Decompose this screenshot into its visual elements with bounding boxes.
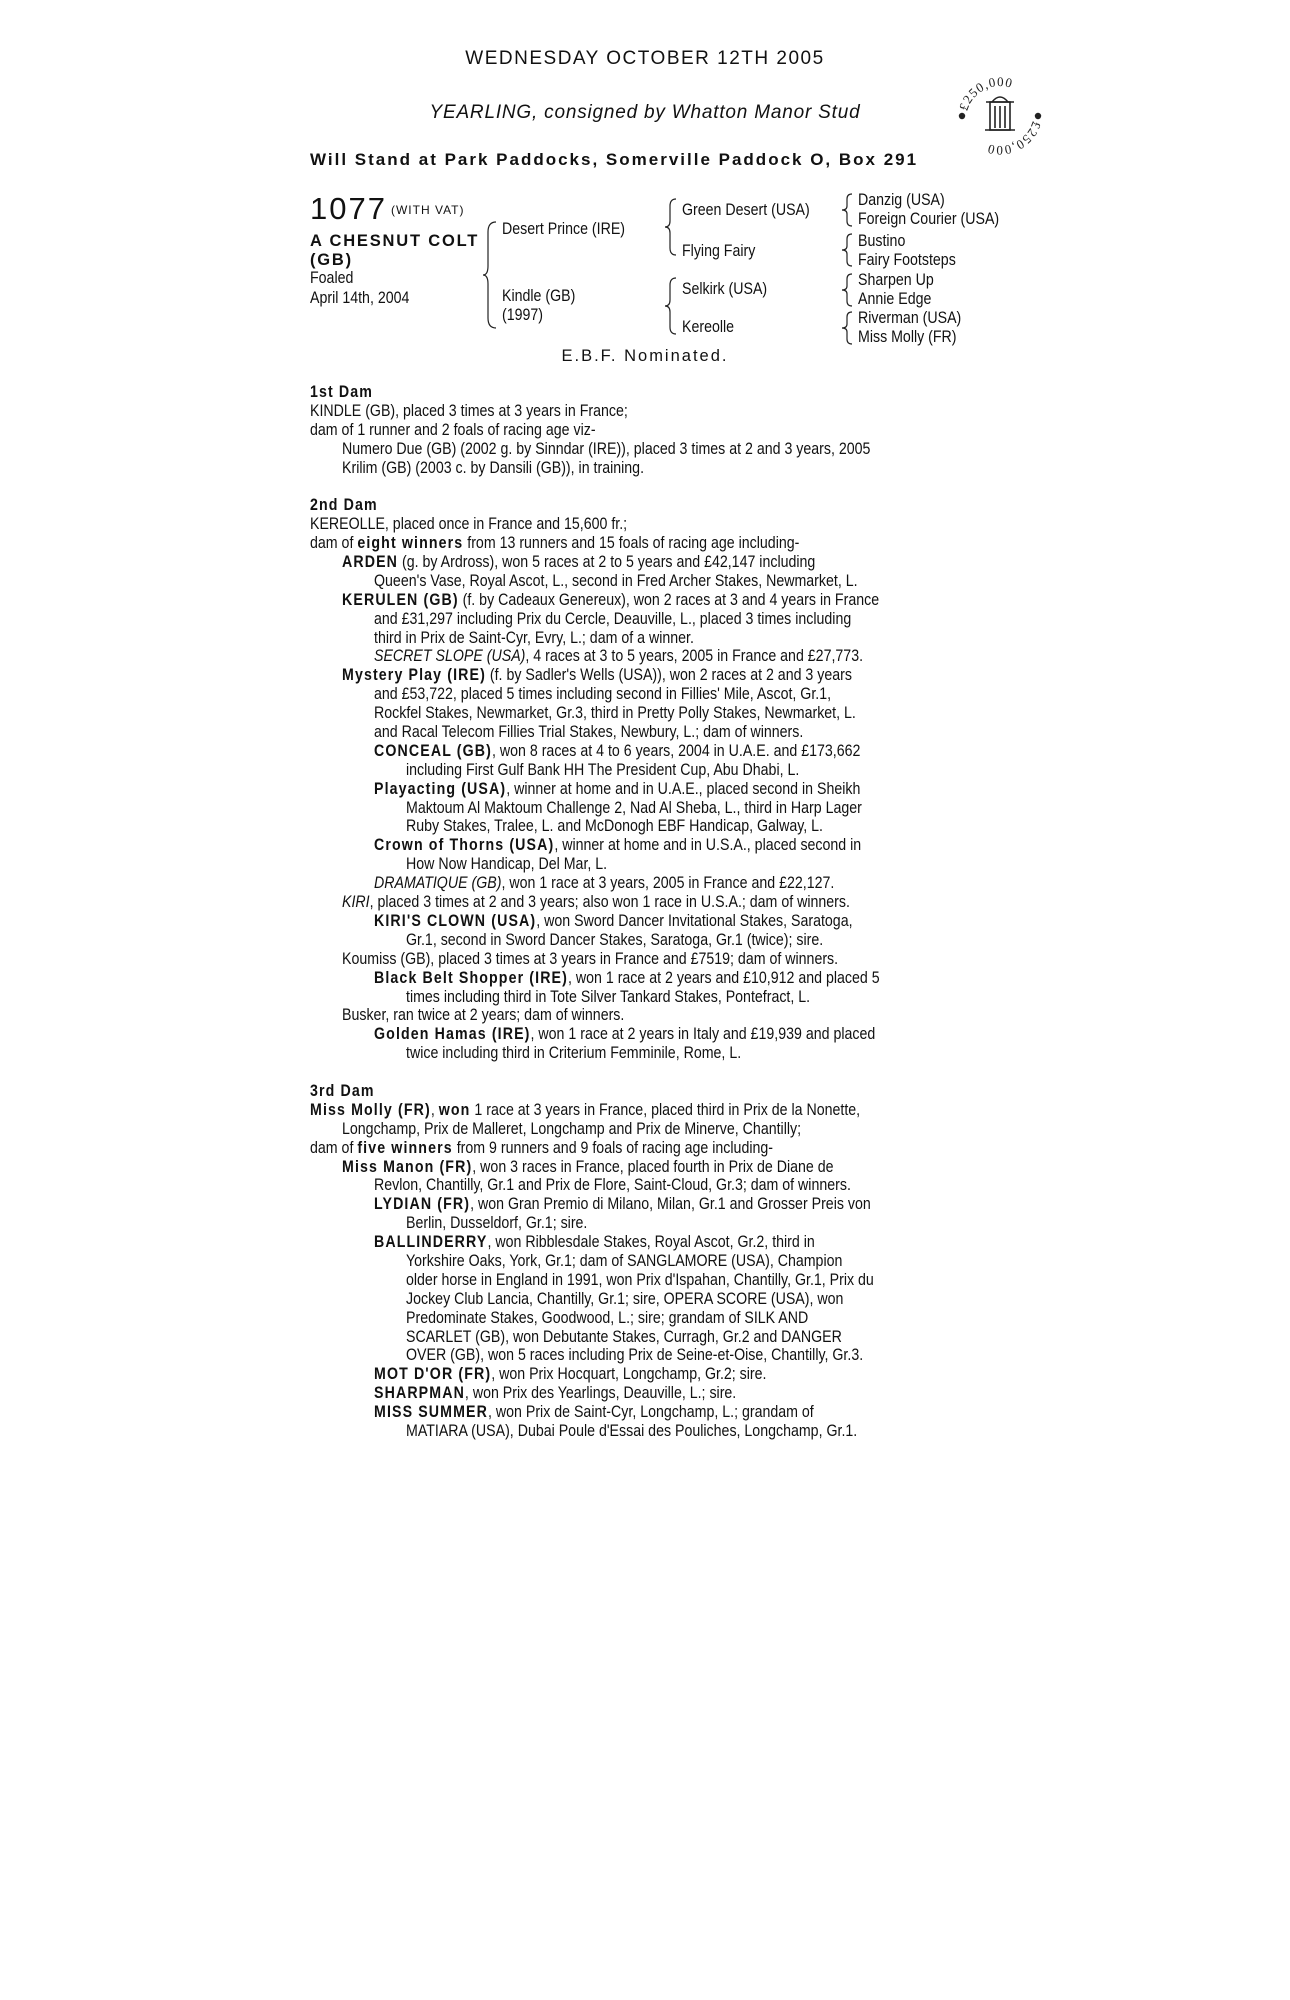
progeny-entry-cont: times including third in Tote Silver Tankard Stakes, Pontefract, L. [406, 987, 811, 1006]
progeny-entry-cont: Yorkshire Oaks, York, Gr.1; dam of SANGLAMORE (USA), Champion [406, 1251, 843, 1270]
progeny-entry-cont: Rockfel Stakes, Newmarket, Gr.3, third in Pretty Polly Stakes, Newmarket, L. [374, 704, 856, 723]
progeny-entry-cont: and Racal Telecom Fillies Trial Stakes, Newbury, L.; dam of winners. [374, 723, 804, 742]
pedigree-g3-2: Foreign Courier (USA) [858, 210, 1000, 228]
third-dam-line: Longchamp, Prix de Malleret, Longchamp and Prix de Minerve, Chantilly; [342, 1119, 802, 1138]
progeny-entry: CONCEAL (GB), won 8 races at 4 to 6 years, 2004 in U.A.E. and £173,662 [374, 741, 861, 760]
pedigree-dam-dam: Kereolle [682, 318, 735, 336]
vat-note: (WITH VAT) [390, 203, 465, 217]
progeny-entry: SHARPMAN, won Prix des Yearlings, Deauville, L.; sire. [374, 1384, 737, 1403]
pedigree-brace-g3 [840, 272, 854, 308]
progeny-entry: ARDEN (g. by Ardross), won 5 races at 2 to 5 years and £42,147 including [342, 553, 816, 572]
second-dam-heading: 2nd Dam [310, 496, 378, 515]
pedigree-dam: Kindle (GB) [502, 287, 576, 305]
pedigree-g3-8: Miss Molly (FR) [858, 328, 957, 346]
progeny-entry: MISS SUMMER, won Prix de Saint-Cyr, Longchamp, L.; grandam of [374, 1403, 814, 1422]
progeny-entry: Koumiss (GB), placed 3 times at 3 years in France and £7519; dam of winners. [342, 949, 839, 968]
progeny-entry: BALLINDERRY, won Ribblesdale Stakes, Royal Ascot, Gr.2, third in [374, 1233, 815, 1252]
pedigree-brace-main [482, 220, 498, 330]
progeny-entry: LYDIAN (FR), won Gran Premio di Milano, Milan, Gr.1 and Grosser Preis von [374, 1195, 871, 1214]
second-dam-line: KEREOLLE, placed once in France and 15,600 fr.; [310, 515, 628, 534]
progeny-entry-cont: older horse in England in 1991, won Prix d'Ispahan, Chantilly, Gr.1, Prix du [406, 1270, 874, 1289]
svg-text:£250,000: £250,000 [955, 73, 1015, 113]
pedigree-dam-sire: Selkirk (USA) [682, 280, 768, 298]
progeny-entry-cont: and £31,297 including Prix du Cercle, Deauville, L., placed 3 times including [374, 609, 852, 628]
progeny-entry: DRAMATIQUE (GB), won 1 race at 3 years, 2005 in France and £22,127. [374, 874, 835, 893]
progeny-entry-cont: twice including third in Criterium Femminile, Rome, L. [406, 1044, 742, 1063]
pedigree-sire-dam: Flying Fairy [682, 242, 756, 260]
pedigree-dam-year: (1997) [502, 306, 544, 324]
progeny-entry: KIRI'S CLOWN (USA), won Sword Dancer Invitational Stakes, Saratoga, [374, 911, 853, 930]
progeny-entry: KERULEN (GB) (f. by Cadeaux Genereux), won 2 races at 3 and 4 years in France [342, 590, 880, 609]
pedigree-g3-1: Danzig (USA) [858, 191, 945, 209]
pedigree-brace-g4 [840, 310, 854, 346]
progeny-entry: Crown of Thorns (USA), winner at home and in U.S.A., placed second in [374, 836, 862, 855]
progeny-entry: Mystery Play (IRE) (f. by Sadler's Wells (USA)), won 2 races at 2 and 3 years [342, 666, 852, 685]
pedigree-brace-sire [664, 197, 678, 257]
pedigree-g3-7: Riverman (USA) [858, 309, 962, 327]
lot-description-country: (GB) [310, 251, 353, 269]
location-line: Will Stand at Park Paddocks, Somerville Paddock O, Box 291 [310, 150, 919, 169]
progeny-entry-cont: Queen's Vase, Royal Ascot, L., second in Fred Archer Stakes, Newmarket, L. [374, 571, 858, 590]
first-dam-line: Krilim (GB) (2003 c. by Dansili (GB)), in training. [342, 458, 645, 477]
pedigree-g3-3: Bustino [858, 232, 906, 250]
progeny-entry-cont: MATIARA (USA), Dubai Poule d'Essai des Pouliches, Longchamp, Gr.1. [406, 1421, 858, 1440]
pedigree-brace-g1 [840, 192, 854, 228]
first-dam-line: KINDLE (GB), placed 3 times at 3 years in France; [310, 401, 628, 420]
second-dam-line: dam of eight winners from 13 runners and 15 foals of racing age including- [310, 534, 800, 553]
svg-text:£250,000: £250,000 [985, 119, 1045, 159]
ebf-nominated: E.B.F. Nominated. [561, 347, 729, 365]
progeny-entry: KIRI, placed 3 times at 2 and 3 years; also won 1 race in U.S.A.; dam of winners. [342, 893, 850, 912]
progeny-entry-cont: third in Prix de Saint-Cyr, Evry, L.; dam of a winner. [374, 628, 694, 647]
pedigree-brace-dam [664, 276, 678, 336]
pedigree-sire-sire: Green Desert (USA) [682, 201, 810, 219]
progeny-entry: Busker, ran twice at 2 years; dam of winners. [342, 1006, 625, 1025]
progeny-entry-cont: Revlon, Chantilly, Gr.1 and Prix de Flore, Saint-Cloud, Gr.3; dam of winners. [374, 1176, 851, 1195]
lot-number [310, 191, 465, 227]
progeny-entry-cont: Gr.1, second in Sword Dancer Stakes, Saratoga, Gr.1 (twice); sire. [406, 930, 824, 949]
progeny-entry-cont: SCARLET (GB), won Debutante Stakes, Curragh, Gr.2 and DANGER [406, 1327, 842, 1346]
progeny-entry-cont: Berlin, Dusseldorf, Gr.1; sire. [406, 1214, 588, 1233]
first-dam-line: Numero Due (GB) (2002 g. by Sinndar (IRE)), placed 3 times at 2 and 3 years, 2005 [342, 439, 871, 458]
third-dam-line: dam of five winners from 9 runners and 9 foals of racing age including- [310, 1138, 774, 1157]
pedigree-notes [310, 383, 1030, 1441]
pedigree-g3-6: Annie Edge [858, 290, 932, 308]
consignor-line: YEARLING, consigned by Whatton Manor Stud [429, 102, 861, 123]
progeny-entry-cont: including First Gulf Bank HH The President Cup, Abu Dhabi, L. [406, 760, 800, 779]
progeny-entry-cont: OVER (GB), won 5 races including Prix de Seine-et-Oise, Chantilly, Gr.3. [406, 1346, 864, 1365]
price-seal-logo [952, 68, 1048, 164]
third-dam-line: Miss Molly (FR), won 1 race at 3 years in France, placed third in Prix de la Nonette, [310, 1100, 861, 1119]
progeny-entry: Miss Manon (FR), won 3 races in France, placed fourth in Prix de Diane de [342, 1157, 834, 1176]
progeny-entry: Golden Hamas (IRE), won 1 race at 2 years in Italy and £19,939 and placed [374, 1025, 876, 1044]
lot-description: A CHESNUT COLT [310, 232, 480, 250]
first-dam-line: dam of 1 runner and 2 foals of racing age viz- [310, 420, 596, 439]
lot-number-value: 1077 [310, 191, 387, 226]
sale-date: WEDNESDAY OCTOBER 12TH 2005 [465, 48, 825, 69]
third-dam-heading: 3rd Dam [310, 1081, 375, 1100]
progeny-entry-cont: Ruby Stakes, Tralee, L. and McDonogh EBF Handicap, Galway, L. [406, 817, 823, 836]
progeny-entry-cont: and £53,722, placed 5 times including second in Fillies' Mile, Ascot, Gr.1, [374, 685, 832, 704]
pedigree-sire: Desert Prince (IRE) [502, 220, 626, 238]
pedigree-g3-4: Fairy Footsteps [858, 251, 956, 269]
progeny-entry-cont: Predominate Stakes, Goodwood, L.; sire; grandam of SILK AND [406, 1308, 809, 1327]
pedigree-brace-g2 [840, 232, 854, 268]
progeny-entry: Playacting (USA), winner at home and in U.A.E., placed second in Sheikh [374, 779, 861, 798]
progeny-entry-cont: Maktoum Al Maktoum Challenge 2, Nad Al Sheba, L., third in Harp Lager [406, 798, 862, 817]
pedigree-g3-5: Sharpen Up [858, 271, 934, 289]
foaled-date: April 14th, 2004 [310, 289, 410, 307]
progeny-entry-cont: How Now Handicap, Del Mar, L. [406, 855, 608, 874]
progeny-entry: MOT D'OR (FR), won Prix Hocquart, Longchamp, Gr.2; sire. [374, 1365, 767, 1384]
progeny-entry: SECRET SLOPE (USA), 4 races at 3 to 5 years, 2005 in France and £27,773. [374, 647, 864, 666]
progeny-entry: Black Belt Shopper (IRE), won 1 race at 2 years and £10,912 and placed 5 [374, 968, 880, 987]
progeny-entry-cont: Jockey Club Lancia, Chantilly, Gr.1; sire, OPERA SCORE (USA), won [406, 1289, 844, 1308]
first-dam-heading: 1st Dam [310, 383, 374, 401]
foaled-label: Foaled [310, 269, 354, 287]
